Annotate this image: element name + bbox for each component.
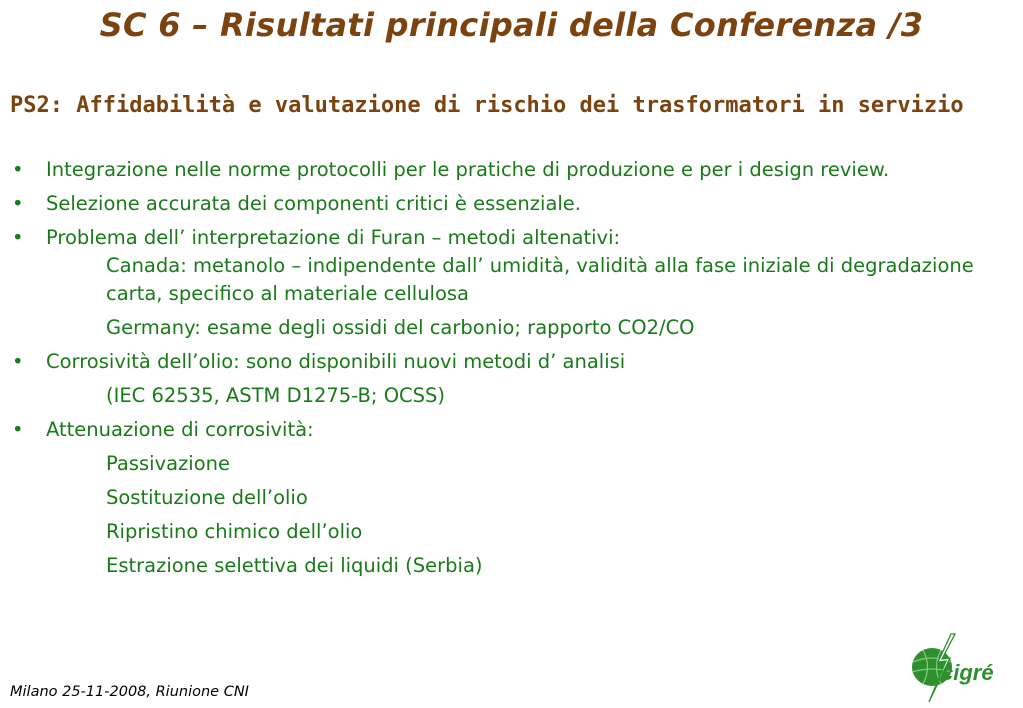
cigre-logo bbox=[905, 632, 1005, 704]
bullet-item bbox=[10, 190, 1015, 218]
bullet-text: Attenuazione di corrosività: bbox=[46, 418, 314, 441]
bullet-item bbox=[10, 156, 1015, 184]
bullet-text: Selezione accurata dei componenti critici è essenziale. bbox=[46, 192, 582, 215]
bullet-item bbox=[10, 224, 1015, 252]
bullet-dot: • bbox=[12, 158, 24, 181]
sub-item: Germany: esame degli ossidi del carbonio; rapporto CO2/CO bbox=[106, 316, 695, 339]
bullet-text: Integrazione nelle norme protocolli per le pratiche di produzione e per i design review. bbox=[46, 158, 890, 181]
section-subtitle: PS2: Affidabilità e valutazione di rischio dei trasformatori in servizio bbox=[10, 93, 964, 118]
sub-item: (IEC 62535, ASTM D1275-B; OCSS) bbox=[106, 384, 446, 407]
bullet-dot: • bbox=[12, 418, 24, 441]
sub-item: Canada: metanolo – indipendente dall’ umidità, validità alla fase iniziale di degradazione carta, specifico al materiale cellulosa bbox=[106, 254, 974, 305]
slide-title: SC 6 – Risultati principali della Conferenza /3 bbox=[99, 6, 924, 44]
logo-text: cigré bbox=[941, 660, 994, 685]
slide-body bbox=[10, 156, 1015, 580]
footer-text: Milano 25-11-2008, Riunione CNI bbox=[10, 684, 249, 700]
sub-item: Ripristino chimico dell’olio bbox=[106, 520, 363, 543]
bullet-item bbox=[10, 416, 1015, 444]
sub-item: Passivazione bbox=[106, 452, 230, 475]
bullet-text: Corrosività dell’olio: sono disponibili nuovi metodi d’ analisi bbox=[46, 350, 626, 373]
sub-item: Sostituzione dell’olio bbox=[106, 486, 308, 509]
bullet-dot: • bbox=[12, 350, 24, 373]
bullet-dot: • bbox=[12, 226, 24, 249]
bullet-item bbox=[10, 348, 1015, 376]
sub-item: Estrazione selettiva dei liquidi (Serbia) bbox=[106, 554, 483, 577]
bullet-text: Problema dell’ interpretazione di Furan – metodi altenativi: bbox=[46, 226, 621, 249]
bullet-dot: • bbox=[12, 192, 24, 215]
